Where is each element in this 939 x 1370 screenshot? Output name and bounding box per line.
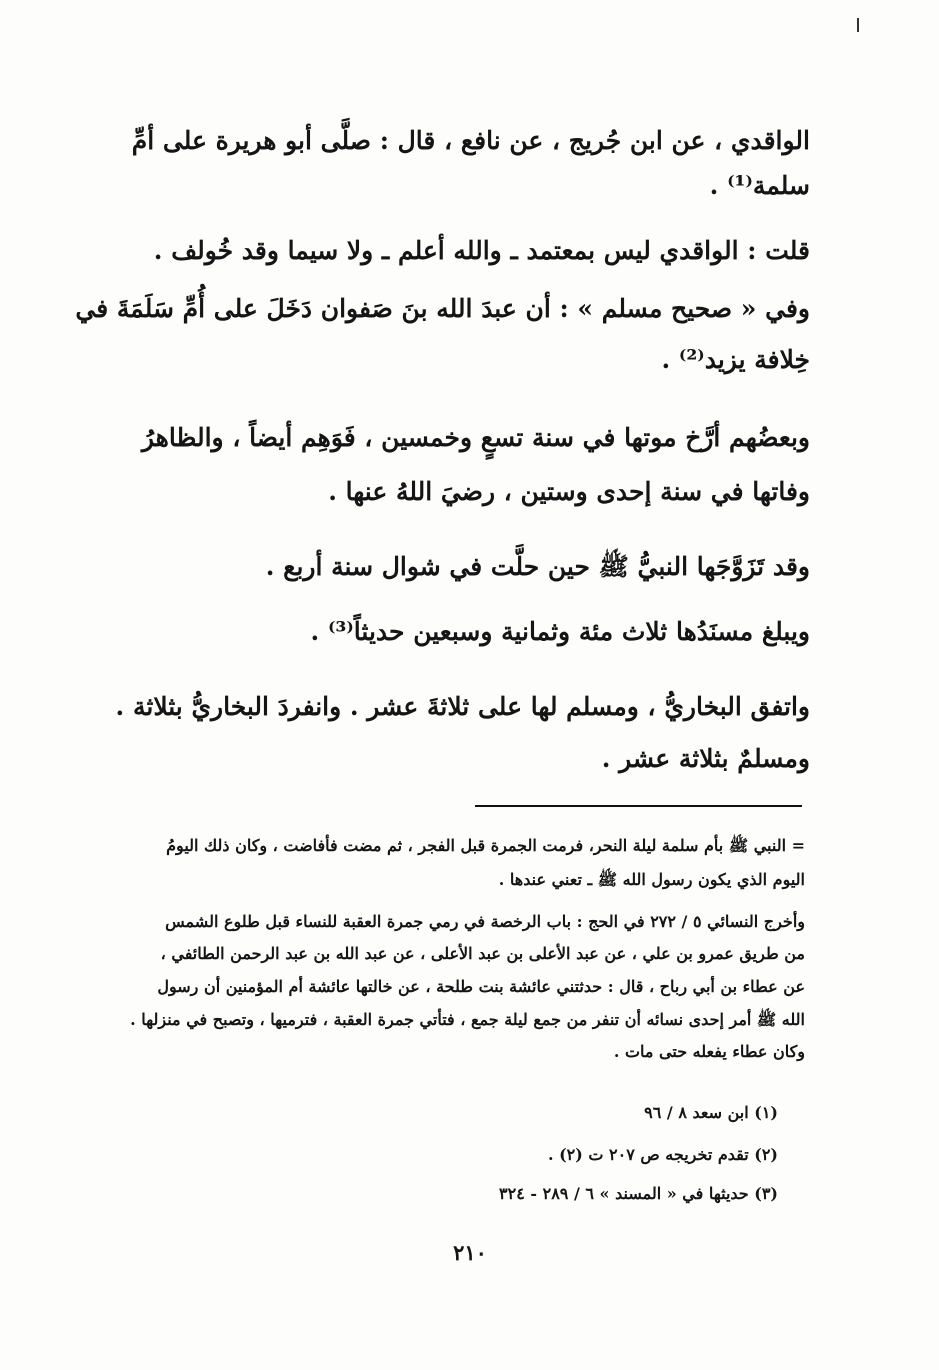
main-line: وفاتها في سنة إحدى وستين ، رضيَ اللهُ عنها . — [328, 477, 810, 506]
note-line: وكان عطاء يفعله حتى مات . — [613, 1042, 805, 1061]
main-line: خِلافة يزيد⁽²⁾ . — [661, 345, 810, 374]
footnote-3: (٣) حديثها في « المسند » ٦ / ٢٨٩ - ٣٢٤ — [499, 1184, 778, 1203]
main-line: قلت : الواقدي ليس بمعتمد ـ والله أعلم ـ ولا سيما وقد خُولف . — [153, 236, 810, 265]
main-line: واتفق البخاريُّ ، ومسلم لها على ثلاثةَ عشر . وانفردَ البخاريُّ بثلاثة . — [115, 692, 810, 721]
main-line: وفي « صحيح مسلم » : أن عبدَ الله بنَ صَفوان دَخَلَ على أُمِّ سَلَمَةَ في — [75, 294, 810, 323]
footnote-divider — [475, 805, 802, 807]
note-line: اليوم الذي يكون رسول الله ﷺ ـ تعني عندها . — [498, 870, 805, 889]
main-line: سلمة⁽¹⁾ . — [709, 171, 810, 200]
page-number: ٢١٠ — [453, 1240, 487, 1265]
scan-mark — [857, 18, 859, 32]
note-line: من طريق عمرو بن علي ، عن عبد الأعلى بن عبد الأعلى ، عن عبد الله بن عبد الرحمن الطائفي ، — [160, 944, 805, 963]
note-line: = النبي ﷺ بأم سلمة ليلة النحر، فرمت الجمرة قبل الفجر ، ثم مضت فأفاضت ، وكان ذلك اليومُ — [166, 836, 805, 855]
main-line: وبعضُهم أرَّخ موتها في سنة تسعٍ وخمسين ، فَوَهِم أيضاً ، والظاهرُ — [141, 423, 810, 452]
note-line: الله ﷺ أمر إحدى نسائه أن تنفر من جمع ليلة جمع ، فتأتي جمرة العقبة ، فترميها ، وتصبح في منزلها . — [130, 1010, 805, 1029]
main-line: وقد تَزَوَّجَها النبيُّ ﷺ حين حلَّت في شوال سنة أربع . — [265, 552, 810, 581]
main-line: ومسلمٌ بثلاثة عشر . — [601, 744, 810, 773]
note-line: وأخرج النسائي ٥ / ٢٧٢ في الحج : باب الرخصة في رمي جمرة العقبة للنساء قبل طلوع الشمس — [165, 912, 805, 931]
main-line: الواقدي ، عن ابن جُريج ، عن نافع ، قال : صلَّى أبو هريرة على أمِّ — [131, 126, 810, 155]
main-line: ويبلغ مسنَدُها ثلاث مئة وثمانية وسبعين حديثاً⁽³⁾ . — [310, 617, 810, 646]
footnote-1: (١) ابن سعد ٨ / ٩٦ — [644, 1103, 778, 1122]
footnote-2: (٢) تقدم تخريجه ص ٢٠٧ ت (٢) . — [547, 1145, 778, 1164]
note-line: عن عطاء بن أبي رباح ، قال : حدثتني عائشة بنت طلحة ، عن خالتها عائشة أم المؤمنين أن رسول — [157, 977, 805, 996]
